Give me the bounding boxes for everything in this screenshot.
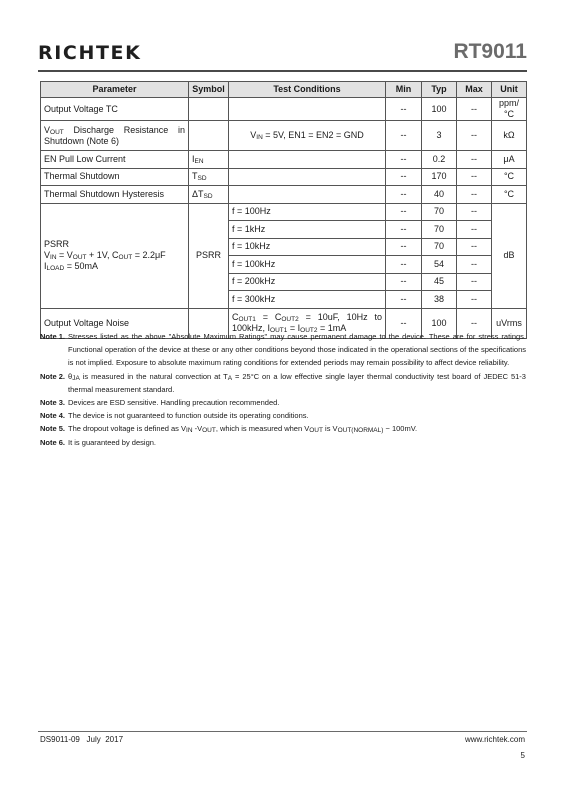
max-cell: -- [457,221,492,239]
electrical-characteristics-table [40,81,527,339]
min-cell: -- [386,203,422,221]
min-cell: -- [386,238,422,256]
typ-cell: 0.2 [422,151,457,169]
note-label: Note 4. [40,411,66,421]
note-2 [40,370,526,396]
table-row [41,121,527,151]
psrr-symbol-cell: PSRR [189,203,229,308]
min-cell: -- [386,273,422,291]
min-cell: -- [386,256,422,274]
note-text: It is guaranteed by design. [68,437,156,447]
typ-cell: 45 [422,273,457,291]
param-cell: Thermal Shutdown Hysteresis [41,186,189,204]
note-5 [40,422,526,435]
unit-cell: uVrms [492,308,527,338]
max-cell: -- [457,151,492,169]
note-text: Stresses listed as the above "Absolute Maximum Ratings" may cause permanent damage to the device. These are for stress ratings. Functional operation of the device at these or any other conditions beyond those indicated in the operational sections of the specifications is not implied. Exposure to absolute maximum rating conditions for extended periods may remain possibility to affect device reliability. [68,332,526,368]
notes-section [40,330,526,449]
header-rule [38,70,527,72]
param-cell: Output Voltage Noise [41,308,189,338]
param-cell: $V_{OUT}$ Discharge Resistance in Shutdown (Note 6) [41,121,189,151]
max-cell: -- [457,98,492,121]
typ-cell: 38 [422,291,457,309]
min-cell: -- [386,168,422,186]
condition-cell: f = 100Hz [229,203,386,221]
table-row [41,186,527,204]
min-cell: -- [386,308,422,338]
max-cell: -- [457,203,492,221]
condition-cell: f = 300kHz [229,291,386,309]
condition-cell: f = 10kHz [229,238,386,256]
max-cell: -- [457,256,492,274]
note-label: Note 5. [40,424,66,434]
part-number: RT9011 [453,40,527,63]
unit-cell: °C [492,186,527,204]
condition-cell: f = 1kHz [229,221,386,239]
unit-cell: °C [492,168,527,186]
min-cell: -- [386,186,422,204]
document-id: DS9011-09 July 2017 [40,735,124,744]
min-cell: -- [386,221,422,239]
max-cell: -- [457,238,492,256]
param-cell: Thermal Shutdown [41,168,189,186]
unit-cell: kΩ [492,121,527,151]
min-cell: -- [386,98,422,121]
note-4 [40,409,526,422]
footer-rule [38,731,527,732]
typ-cell: 100 [422,308,457,338]
symbol-cell [189,98,229,121]
note-label: Note 1. [40,332,66,341]
header-symbol: Symbol [189,82,229,98]
typ-cell: 100 [422,98,457,121]
param-cell: EN Pull Low Current [41,151,189,169]
unit-cell: ppm/°C [492,98,527,121]
typ-cell: 70 [422,221,457,239]
max-cell: -- [457,186,492,204]
header-unit: Unit [492,82,527,98]
symbol-cell: $T_{SD}$ [189,168,229,186]
typ-cell: 3 [422,121,457,151]
table-row [41,168,527,186]
condition-cell: f = 100kHz [229,256,386,274]
note-1 [40,330,526,370]
typ-cell: 54 [422,256,457,274]
condition-cell [229,186,386,204]
condition-cell: f = 200kHz [229,273,386,291]
max-cell: -- [457,291,492,309]
max-cell: -- [457,308,492,338]
condition-cell [229,151,386,169]
note-text: Devices are ESD sensitive. Handling precaution recommended. [68,398,280,408]
symbol-cell: $I_{EN}$ [189,151,229,169]
min-cell: -- [386,151,422,169]
note-label: Note 2. [40,371,66,381]
note-text: $\theta_{JA}$ is measured in the natural convection at $T_A = 25^\circ C$ on a low effective single layer thermal conductivity test board of JEDEC 51-3 thermal measurement standard. [68,371,526,394]
website-link[interactable]: www.richtek.com [464,735,525,744]
typ-cell: 170 [422,168,457,186]
header-typ: Typ [422,82,457,98]
header-max: Max [457,82,492,98]
header-min: Min [386,82,422,98]
param-cell: Output Voltage TC [41,98,189,121]
table-row [41,203,527,221]
note-text: The device is not guaranteed to function outside its operating conditions. [68,411,309,421]
table-header-row [41,82,527,98]
table-row [41,151,527,169]
psrr-param-cell: PSRR $V_{IN} = V_{OUT} + 1V$, $C_{OUT} = 2.2\mu F$ $I_{LOAD} = 50mA$ [41,203,189,308]
condition-cell [229,98,386,121]
min-cell: -- [386,291,422,309]
note-label: Note 3. [40,398,66,408]
table-row [41,98,527,121]
psrr-unit-cell: dB [492,203,527,308]
symbol-cell: $\Delta T_{SD}$ [189,186,229,204]
richtek-logo: RICHTEK [38,42,142,64]
note-label: Note 6. [40,437,66,447]
min-cell: -- [386,121,422,151]
header-parameter: Parameter [41,82,189,98]
note-6 [40,436,526,449]
max-cell: -- [457,121,492,151]
page-number: 5 [520,751,525,760]
max-cell: -- [457,168,492,186]
header-test-conditions: Test Conditions [229,82,386,98]
max-cell: -- [457,273,492,291]
condition-cell: $V_{IN} = 5V$, EN1 = EN2 = GND [229,121,386,151]
unit-cell: μA [492,151,527,169]
condition-cell: $C_{OUT1} = C_{OUT2} = 10uF$, 10Hz to 100kHz, $I_{OUT1} = I_{OUT2} = 1mA$ [229,308,386,338]
note-3 [40,396,526,409]
typ-cell: 70 [422,203,457,221]
condition-cell [229,168,386,186]
typ-cell: 70 [422,238,457,256]
note-text: The dropout voltage is defined as $V_{IN}$ $-V_{OUT}$, which is measured when $V_{OUT}$ is $V_{OUT(NORMAL)} - 100mV$. [68,424,418,435]
symbol-cell [189,121,229,151]
typ-cell: 40 [422,186,457,204]
